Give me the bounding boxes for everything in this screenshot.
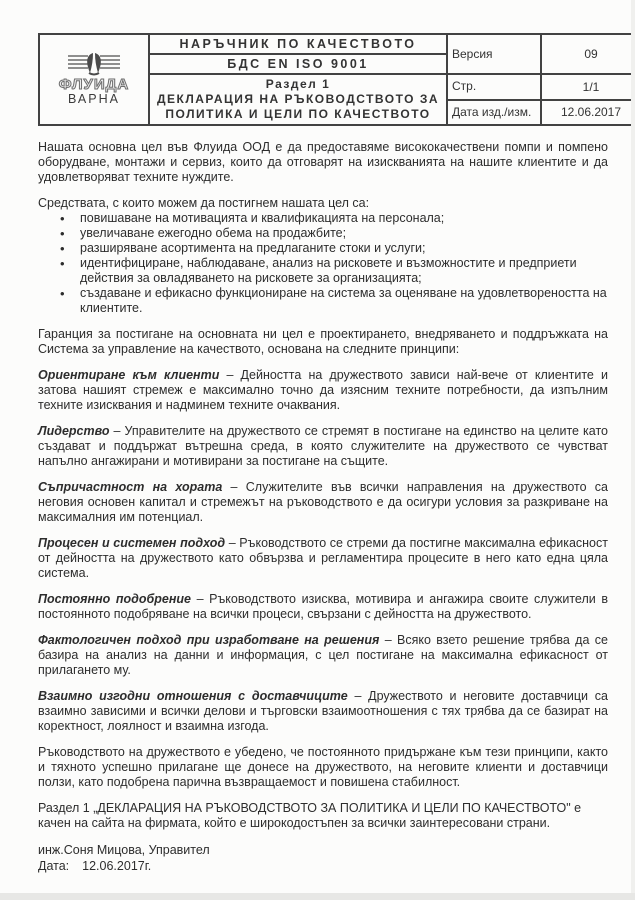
principle-name: Постоянно подобрение xyxy=(38,592,191,606)
date-label: Дата изд./изм. xyxy=(447,100,541,126)
principle-name: Лидерство xyxy=(38,424,110,438)
scan-edge-artifact xyxy=(631,0,635,900)
date-line xyxy=(38,858,608,874)
section-label: Раздел 1 xyxy=(265,77,331,91)
principle-paragraph xyxy=(38,480,608,525)
closing-paragraph-benefits: Ръководството на дружеството е убедено, че постоянното придържане към тези принципи, както и тяхното успешно прилагане ще донесе на дружеството, на неговите клиенти и доставчици ползи, като подобрена парична възвращаемост и повишена стабилност. xyxy=(38,745,608,789)
date-value: 12.06.2017 xyxy=(541,100,635,126)
principle-paragraph xyxy=(38,689,608,734)
principle-text: – Управителите на дружеството се стремят в постигане на единство на целите като създават и поддържат вътрешна среда, в която служителите на дружеството се чувстват напълно ангажирани и мотивирани за постигане на същите. xyxy=(38,424,608,468)
section-title: ДЕКЛАРАЦИЯ НА РЪКОВОДСТВОТО ЗА ПОЛИТИКА И ЦЕЛИ ПО КАЧЕСТВОТО xyxy=(156,92,440,121)
date-line-label: Дата: xyxy=(38,859,70,873)
signature-line: инж.Соня Мицова, Управител xyxy=(38,843,210,857)
principle-text: – Дейността на дружеството зависи най-вече от клиентите и затова нашият стремеж е максимално точно да изясним техните потребности, да изпълним техните изисквания и надминем техните очаквания. xyxy=(38,368,608,412)
list-item: • повишаване на мотивацията и квалификацията на персонала; xyxy=(80,211,608,226)
version-value: 09 xyxy=(541,34,635,74)
principle-text: – Всяко взето решение трябва да се базира на анализ на данни и информация, с цел постигане на максимална ефикасност от прилагането му. xyxy=(38,633,608,677)
document-body xyxy=(38,140,608,874)
principle-name: Фактологичен подход при изработване на решения xyxy=(38,633,380,647)
principle-text: – Ръководството се стреми да постигне максимална ефикасност от дейността на дружеството като обвързва и регламентира процесите в него като една цяла система. xyxy=(38,536,608,580)
principle-text: – Дружеството и неговите доставчици са взаимно зависими и всички делови и търговски взаимоотношения с тях трябва да се базират на коректност, лоялност и взаимна изгода. xyxy=(38,689,608,733)
page-label: Стр. xyxy=(447,74,541,100)
principle-paragraph xyxy=(38,536,608,581)
principle-paragraph xyxy=(38,368,608,413)
principle-text: – Служителите във всички направления на дружеството са неговия основен капитал и стремежът на ръководството е да осигури условия за разкриване на максималния им потенциал. xyxy=(38,480,608,524)
company-logo xyxy=(59,52,129,106)
principle-paragraph xyxy=(38,633,608,678)
list-item: • разширяване асортимента на предлаганите стоки и услуги; xyxy=(80,241,608,256)
principle-text: – Ръководството изисква, мотивира и ангажира своите служители в постоянното подобряване на всички процеси, свързани с дейността на дружеството. xyxy=(38,592,608,621)
closing-paragraph-publication: Раздел 1 „ДЕКЛАРАЦИЯ НА РЪКОВОДСТВОТО ЗА ПОЛИТИКА И ЦЕЛИ ПО КАЧЕСТВОТО" е качен на сайта на фирмата, който е широкодостъпен за всички заинтересовани страни. xyxy=(38,801,582,830)
page-value: 1/1 xyxy=(541,74,635,100)
principle-name: Съпричастност на хората xyxy=(38,480,223,494)
means-intro: Средствата, с които можем да постигнем нашата цел са: xyxy=(38,196,370,210)
means-list xyxy=(38,211,608,316)
principle-name: Взаимно изгодни отношения с доставчиците xyxy=(38,689,348,703)
pump-emblem-icon xyxy=(67,52,121,76)
list-item: • създаване и ефикасно функциониране на система за оценяване на удовлетвореността на клиентите. xyxy=(80,286,608,316)
manual-title: НАРЪЧНИК ПО КАЧЕСТВОТО xyxy=(149,34,447,54)
logo-brand-text: ФЛУИДА xyxy=(58,75,130,93)
policy-intro-paragraph: Нашата основна цел във Флуида ООД е да предоставяме висококачествени помпи и помпено оборудване, монтажи и сервиз, които да отговарят на изискванията на нашите клиентите и да удовлетворяват техните нуждите. xyxy=(38,140,608,184)
standard-title: БДС EN ISO 9001 xyxy=(149,54,447,74)
version-label: Версия xyxy=(447,34,541,74)
principle-name: Ориентиране към клиенти xyxy=(38,368,220,382)
signature-block xyxy=(38,842,608,874)
quality-manual-header-table xyxy=(38,33,635,126)
section-cell xyxy=(149,74,447,125)
guarantee-paragraph: Гаранция за постигане на основната ни цел е проектирането, внедряването и поддръжката на Система за управление на качеството, основана на следните принципи: xyxy=(38,327,608,356)
date-line-value: 12.06.2017г. xyxy=(82,859,152,873)
list-item: • идентифициране, наблюдаване, анализ на рисковете и възможностите и предприети действия за овладяването на рисковете за организацията; xyxy=(80,256,608,286)
logo-city-text: ВАРНА xyxy=(68,91,120,106)
principle-name: Процесен и системен подход xyxy=(38,536,226,550)
list-item: • увеличаване ежегодно обема на продажбите; xyxy=(80,226,608,241)
logo-cell xyxy=(39,34,149,125)
principle-paragraph xyxy=(38,424,608,469)
principle-paragraph xyxy=(38,592,608,622)
scan-edge-artifact xyxy=(0,893,635,900)
